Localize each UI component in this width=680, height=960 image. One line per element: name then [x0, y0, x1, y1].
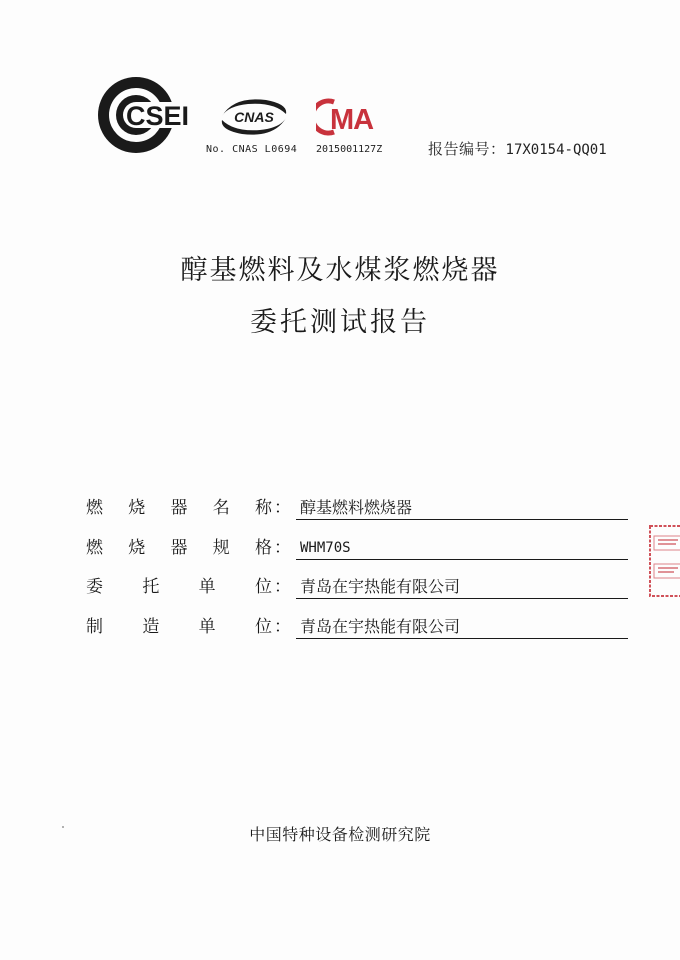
field-manufacturer-unit — [86, 615, 646, 639]
issuing-organization: 中国特种设备检测研究院 — [249, 825, 431, 844]
csei-logo — [96, 70, 206, 160]
cnas-logo — [214, 94, 294, 140]
cma-logo — [316, 98, 386, 136]
field-colon: ： — [274, 617, 291, 637]
csei-logo-text: CSEI — [126, 101, 190, 131]
report-number-value: 17X0154-QQ01 — [505, 142, 607, 158]
report-subtitle: 委托测试报告 — [250, 307, 430, 338]
field-label: 燃 烧 器 规 格 — [86, 538, 272, 558]
field-colon: ： — [274, 498, 291, 518]
report-title: 醇基燃料及水煤浆燃烧器 — [180, 255, 500, 286]
field-value: WHM70S — [296, 536, 628, 560]
report-number — [428, 138, 607, 159]
cma-certificate-number: 2015001127Z — [316, 144, 383, 155]
field-client-unit — [86, 575, 646, 599]
red-seal-stamp — [648, 524, 680, 598]
field-value: 青岛在宇热能有限公司 — [296, 575, 628, 599]
cnas-logo-text: CNAS — [234, 109, 274, 125]
field-label: 制 造 单 位 — [86, 617, 272, 637]
field-value: 青岛在宇热能有限公司 — [296, 615, 628, 639]
report-number-label: 报告编号： — [428, 140, 506, 158]
field-value: 醇基燃料燃烧器 — [296, 496, 628, 520]
cnas-accreditation-number: No. CNAS L0694 — [206, 144, 298, 155]
cma-logo-text: MA — [330, 104, 374, 136]
field-label: 燃 烧 器 名 称 — [86, 498, 272, 518]
field-label: 委 托 单 位 — [86, 577, 272, 597]
field-burner-model — [86, 536, 646, 560]
field-burner-name — [86, 496, 646, 520]
field-colon: ： — [274, 538, 291, 558]
field-colon: ： — [274, 577, 291, 597]
